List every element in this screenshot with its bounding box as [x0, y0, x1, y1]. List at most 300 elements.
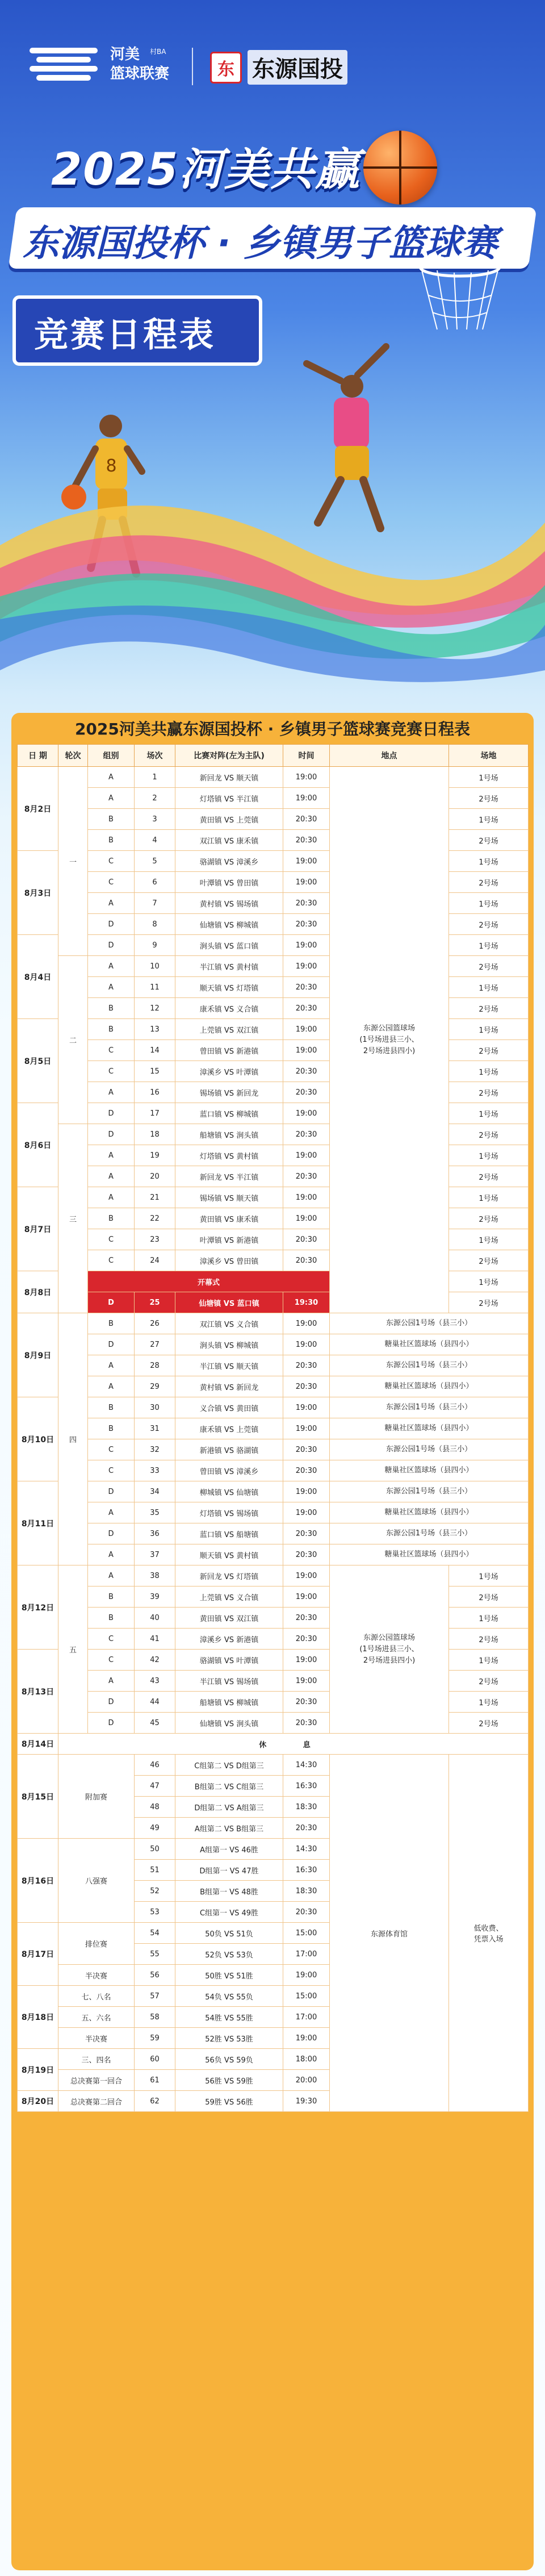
matchup-cell: 仙塘镇 VS 柳城镇: [175, 914, 283, 935]
col-matchup: 比赛对阵(左为主队): [175, 745, 283, 767]
time-cell: 19:00: [283, 1502, 330, 1523]
match-no-cell: 61: [135, 2070, 175, 2091]
venue-line: (1号场进县三小、: [359, 1035, 419, 1044]
date-cell: 8月16日: [18, 1839, 58, 1923]
group-cell: D: [88, 1692, 135, 1713]
court-cell: 糖巢社区篮球场（县四小）: [330, 1460, 529, 1481]
stage-cell: 五、六名: [58, 2007, 135, 2028]
group-cell: A: [88, 1187, 135, 1208]
time-cell: 20:30: [283, 1229, 330, 1250]
court-cell: 1号场: [449, 1608, 529, 1629]
group-cell: B: [88, 1586, 135, 1608]
court-cell: 1号场: [449, 1103, 529, 1124]
col-round: 轮次: [58, 745, 88, 767]
matchup-cell: 灯塔镇 VS 黄村镇: [175, 1145, 283, 1166]
time-cell: 20:30: [283, 977, 330, 998]
date-cell: 8月6日: [18, 1103, 58, 1187]
league-logo-icon: [30, 44, 103, 84]
time-cell: 15:00: [283, 1923, 330, 1944]
match-no-cell: 38: [135, 1565, 175, 1586]
matchup-cell: 船塘镇 VS 柳城镇: [175, 1692, 283, 1713]
table-row: [18, 1145, 529, 1166]
court-cell: 糖巢社区篮球场（县四小）: [330, 1418, 529, 1439]
match-no-cell: 57: [135, 1986, 175, 2007]
matchup-cell: 新港镇 VS 骆湖镇: [175, 1439, 283, 1460]
time-cell: 20:00: [283, 2070, 330, 2091]
matchup-cell: D组第二 VS A组第三: [175, 1797, 283, 1818]
group-cell: B: [88, 1019, 135, 1040]
time-cell: 19:00: [283, 1565, 330, 1586]
court-cell: 1号场: [449, 1565, 529, 1586]
matchup-cell: C组第二 VS D组第三: [175, 1755, 283, 1776]
date-cell: 8月2日: [18, 767, 58, 851]
group-cell: C: [88, 1439, 135, 1460]
venue-line: 东源公园篮球场: [363, 1024, 415, 1033]
court-cell: 糖巢社区篮球场（县四小）: [330, 1502, 529, 1523]
time-cell: 20:30: [283, 1629, 330, 1650]
time-cell: 20:30: [283, 1355, 330, 1376]
time-cell: 19:00: [283, 872, 330, 893]
match-no-cell: 5: [135, 851, 175, 872]
ticket-note-cell: [449, 1755, 529, 2112]
court-cell: 东源公园1号场（县三小）: [330, 1439, 529, 1460]
time-cell: 20:30: [283, 1166, 330, 1187]
match-no-cell: 41: [135, 1629, 175, 1650]
group-cell: C: [88, 1040, 135, 1061]
rest-day-row: [18, 1734, 529, 1755]
matchup-cell: 叶潭镇 VS 新港镇: [175, 1229, 283, 1250]
matchup-cell: 涧头镇 VS 蓝口镇: [175, 935, 283, 956]
time-cell: 19:00: [283, 851, 330, 872]
league-logo-small: 村BA: [150, 48, 166, 56]
col-group: 组别: [88, 745, 135, 767]
table-row: [18, 914, 529, 935]
col-match-no: 场次: [135, 745, 175, 767]
match-no-cell: 39: [135, 1586, 175, 1608]
group-cell: A: [88, 1502, 135, 1523]
court-cell: 糖巢社区篮球场（县四小）: [330, 1334, 529, 1355]
time-cell: 17:00: [283, 1944, 330, 1965]
time-cell: 19:00: [283, 1187, 330, 1208]
time-cell: 19:00: [283, 1334, 330, 1355]
group-cell: B: [88, 998, 135, 1019]
matchup-cell: 蓝口镇 VS 柳城镇: [175, 1103, 283, 1124]
match-no-cell: 4: [135, 830, 175, 851]
court-cell: 糖巢社区篮球场（县四小）: [330, 1376, 529, 1397]
group-cell: C: [88, 1229, 135, 1250]
table-row: [18, 1629, 529, 1650]
matchup-cell: 顺天镇 VS 黄村镇: [175, 1544, 283, 1565]
court-cell: 2号场: [449, 872, 529, 893]
group-cell: A: [88, 956, 135, 977]
time-cell: 19:00: [283, 2028, 330, 2049]
group-cell: A: [88, 1376, 135, 1397]
group-cell: D: [88, 1334, 135, 1355]
matchup-cell: 52胜 VS 53胜: [175, 2028, 283, 2049]
table-row: [18, 1334, 529, 1355]
round-cell: 一: [58, 767, 88, 956]
matchup-cell: 仙塘镇 VS 蓝口镇: [175, 1292, 283, 1313]
match-no-cell: 12: [135, 998, 175, 1019]
matchup-cell: 曾田镇 VS 新港镇: [175, 1040, 283, 1061]
matchup-cell: 黄田镇 VS 康禾镇: [175, 1208, 283, 1229]
table-row: [18, 1019, 529, 1040]
table-row: [18, 1082, 529, 1103]
match-no-cell: 9: [135, 935, 175, 956]
time-cell: 16:30: [283, 1860, 330, 1881]
playoff-row: [18, 1755, 529, 1776]
opening-ceremony-label: 开幕式: [88, 1271, 330, 1292]
match-no-cell: 33: [135, 1460, 175, 1481]
group-cell: A: [88, 788, 135, 809]
time-cell: 19:00: [283, 767, 330, 788]
match-no-cell: 29: [135, 1376, 175, 1397]
group-cell: D: [88, 914, 135, 935]
court-cell: 1号场: [449, 1061, 529, 1082]
matchup-cell: C组第一 VS 49胜: [175, 1902, 283, 1923]
matchup-cell: 灯塔镇 VS 半江镇: [175, 788, 283, 809]
match-no-cell: 2: [135, 788, 175, 809]
matchup-cell: 黄田镇 VS 双江镇: [175, 1608, 283, 1629]
match-no-cell: 48: [135, 1797, 175, 1818]
matchup-cell: B组第二 VS C组第三: [175, 1776, 283, 1797]
group-cell: D: [88, 1292, 135, 1313]
time-cell: 18:30: [283, 1797, 330, 1818]
sponsor-name: 东源国投: [248, 50, 347, 85]
table-row: [18, 998, 529, 1019]
time-cell: 16:30: [283, 1776, 330, 1797]
match-no-cell: 42: [135, 1650, 175, 1671]
group-cell: A: [88, 1355, 135, 1376]
round-cell: 四: [58, 1313, 88, 1565]
col-court: 场地: [449, 745, 529, 767]
court-cell: 东源公园1号场（县三小）: [330, 1481, 529, 1502]
table-row: [18, 1713, 529, 1734]
court-cell: 1号场: [449, 851, 529, 872]
match-no-cell: 19: [135, 1145, 175, 1166]
match-no-cell: 55: [135, 1944, 175, 1965]
court-cell: 2号场: [449, 1040, 529, 1061]
match-no-cell: 36: [135, 1523, 175, 1544]
time-cell: 20:30: [283, 1818, 330, 1839]
group-cell: C: [88, 1061, 135, 1082]
court-cell: 东源公园1号场（县三小）: [330, 1523, 529, 1544]
date-cell: 8月12日: [18, 1565, 58, 1650]
time-cell: 15:00: [283, 1986, 330, 2007]
ticket-note-line: 凭票入场: [473, 1935, 504, 1944]
table-row: [18, 1229, 529, 1250]
table-row: [18, 1565, 529, 1586]
stage-cell: 总决赛第一回合: [58, 2070, 135, 2091]
group-cell: B: [88, 1313, 135, 1334]
time-cell: 18:00: [283, 2049, 330, 2070]
court-cell: 1号场: [449, 1145, 529, 1166]
court-cell: 2号场: [449, 914, 529, 935]
date-cell: 8月3日: [18, 851, 58, 935]
match-no-cell: 52: [135, 1881, 175, 1902]
table-header-row: [18, 745, 529, 767]
matchup-cell: 50胜 VS 51胜: [175, 1965, 283, 1986]
time-cell: 20:30: [283, 1082, 330, 1103]
match-no-cell: 50: [135, 1839, 175, 1860]
time-cell: 14:30: [283, 1755, 330, 1776]
time-cell: 20:30: [283, 1713, 330, 1734]
table-row: [18, 1418, 529, 1439]
group-cell: C: [88, 1629, 135, 1650]
table-row: [18, 977, 529, 998]
schedule-table-body: [18, 767, 529, 2112]
matchup-cell: A组第二 VS B组第三: [175, 1818, 283, 1839]
match-no-cell: 11: [135, 977, 175, 998]
table-row: [18, 809, 529, 830]
time-cell: 20:30: [283, 1902, 330, 1923]
time-cell: 19:00: [283, 1671, 330, 1692]
table-row: [18, 1313, 529, 1334]
league-logo-line2: 篮球联赛: [110, 65, 170, 82]
matchup-cell: 50负 VS 51负: [175, 1923, 283, 1944]
date-cell: 8月9日: [18, 1313, 58, 1397]
court-cell: 2号场: [449, 1166, 529, 1187]
time-cell: 19:00: [283, 956, 330, 977]
title-line2: 东源国投杯 · 乡镇男子篮球赛: [23, 223, 498, 265]
table-row: [18, 1671, 529, 1692]
table-row: [18, 872, 529, 893]
matchup-cell: 新回龙 VS 灯塔镇: [175, 1565, 283, 1586]
time-cell: 20:30: [283, 1692, 330, 1713]
schedule-table: [17, 744, 528, 2112]
matchup-cell: 59胜 VS 56胜: [175, 2091, 283, 2112]
court-cell: 2号场: [449, 1671, 529, 1692]
stage-cell: 半决赛: [58, 2028, 135, 2049]
title-line1: 2025河美共赢: [51, 144, 361, 195]
match-no-cell: 43: [135, 1671, 175, 1692]
col-date: 日 期: [18, 745, 58, 767]
matchup-cell: 双江镇 VS 义合镇: [175, 1313, 283, 1334]
group-cell: D: [88, 935, 135, 956]
matchup-cell: 骆湖镇 VS 叶潭镇: [175, 1650, 283, 1671]
group-cell: D: [88, 1523, 135, 1544]
table-row: [18, 1650, 529, 1671]
court-cell: 1号场: [449, 1187, 529, 1208]
court-cell: 2号场: [449, 1208, 529, 1229]
matchup-cell: 康禾镇 VS 上莞镇: [175, 1418, 283, 1439]
match-no-cell: 44: [135, 1692, 175, 1713]
time-cell: 19:00: [283, 1418, 330, 1439]
venue-line: 2号场进县四小): [363, 1046, 416, 1055]
group-cell: C: [88, 1650, 135, 1671]
time-cell: 14:30: [283, 1839, 330, 1860]
group-cell: B: [88, 809, 135, 830]
table-row: [18, 1103, 529, 1124]
match-no-cell: 26: [135, 1313, 175, 1334]
matchup-cell: 骆湖镇 VS 漳溪乡: [175, 851, 283, 872]
decorative-swoosh: [0, 454, 545, 693]
matchup-cell: 双江镇 VS 康禾镇: [175, 830, 283, 851]
time-cell: 20:30: [283, 1250, 330, 1271]
match-no-cell: 59: [135, 2028, 175, 2049]
matchup-cell: 54负 VS 55负: [175, 1986, 283, 2007]
table-row: [18, 1208, 529, 1229]
group-cell: D: [88, 1103, 135, 1124]
matchup-cell: 船塘镇 VS 涧头镇: [175, 1124, 283, 1145]
date-cell: 8月19日: [18, 2049, 58, 2091]
group-cell: A: [88, 1166, 135, 1187]
group-cell: A: [88, 767, 135, 788]
court-cell: 1号场: [449, 977, 529, 998]
match-no-cell: 46: [135, 1755, 175, 1776]
court-cell: 1号场: [449, 809, 529, 830]
table-row: [18, 1124, 529, 1145]
table-row: [18, 1481, 529, 1502]
court-cell: 东源公园1号场（县三小）: [330, 1397, 529, 1418]
court-cell: 2号场: [449, 1713, 529, 1734]
table-row: [18, 1397, 529, 1418]
opening-ceremony-row: [18, 1271, 529, 1292]
match-no-cell: 53: [135, 1902, 175, 1923]
matchup-cell: 顺天镇 VS 灯塔镇: [175, 977, 283, 998]
match-no-cell: 21: [135, 1187, 175, 1208]
court-cell: 1号场: [449, 1019, 529, 1040]
group-cell: A: [88, 1145, 135, 1166]
court-cell: 2号场: [449, 956, 529, 977]
stage-cell: 排位赛: [58, 1923, 135, 1965]
schedule-table-title: 2025河美共赢东源国投杯 · 乡镇男子篮球赛竞赛日程表: [74, 720, 471, 738]
match-no-cell: 56: [135, 1965, 175, 1986]
schedule-badge: 竞赛日程表: [34, 315, 216, 355]
court-cell: 1号场: [449, 1271, 529, 1292]
group-cell: B: [88, 830, 135, 851]
group-cell: B: [88, 1397, 135, 1418]
table-row: [18, 830, 529, 851]
time-cell: 19:00: [283, 1103, 330, 1124]
time-cell: 18:30: [283, 1881, 330, 1902]
matchup-cell: A组第一 VS 46胜: [175, 1839, 283, 1860]
table-row: [18, 1586, 529, 1608]
group-cell: A: [88, 1565, 135, 1586]
court-cell: 2号场: [449, 830, 529, 851]
court-cell: 1号场: [449, 1650, 529, 1671]
court-cell: 东源公园1号场（县三小）: [330, 1313, 529, 1334]
league-logo: [30, 44, 169, 84]
match-no-cell: 15: [135, 1061, 175, 1082]
time-cell: 20:30: [283, 830, 330, 851]
stage-cell: 半决赛: [58, 1965, 135, 1986]
matchup-cell: 灯塔镇 VS 锡场镇: [175, 1502, 283, 1523]
playoff-venue-cell: 东源体育馆: [330, 1755, 449, 2112]
matchup-cell: 义合镇 VS 黄田镇: [175, 1397, 283, 1418]
time-cell: 19:00: [283, 935, 330, 956]
time-cell: 17:00: [283, 2007, 330, 2028]
match-no-cell: 18: [135, 1124, 175, 1145]
matchup-cell: 康禾镇 VS 义合镇: [175, 998, 283, 1019]
venue-line: (1号场进县三小、: [359, 1644, 419, 1654]
match-no-cell: 14: [135, 1040, 175, 1061]
sponsor-logo: [210, 50, 347, 85]
matchup-cell: 锡场镇 VS 新回龙: [175, 1082, 283, 1103]
time-cell: 19:30: [283, 2091, 330, 2112]
table-row: [18, 893, 529, 914]
time-cell: 20:30: [283, 1439, 330, 1460]
matchup-cell: 漳溪乡 VS 新港镇: [175, 1629, 283, 1650]
table-row: [18, 1166, 529, 1187]
court-cell: 1号场: [449, 893, 529, 914]
group-cell: A: [88, 1544, 135, 1565]
time-cell: 19:00: [283, 1965, 330, 1986]
sponsor-seal-icon: 东: [210, 52, 242, 83]
table-row: [18, 1439, 529, 1460]
logo-divider: [192, 48, 193, 85]
match-no-cell: 60: [135, 2049, 175, 2070]
date-cell: 8月14日: [18, 1734, 58, 1755]
court-cell: 2号场: [449, 1124, 529, 1145]
match-no-cell: 49: [135, 1818, 175, 1839]
date-cell: 8月13日: [18, 1650, 58, 1734]
match-no-cell: 58: [135, 2007, 175, 2028]
court-cell: 2号场: [449, 1250, 529, 1271]
group-cell: C: [88, 1250, 135, 1271]
matchup-cell: D组第一 VS 47胜: [175, 1860, 283, 1881]
match-no-cell: 54: [135, 1923, 175, 1944]
court-cell: 1号场: [449, 767, 529, 788]
court-cell: 2号场: [449, 1292, 529, 1313]
table-row: [18, 1608, 529, 1629]
matchup-cell: 涧头镇 VS 柳城镇: [175, 1334, 283, 1355]
venue-line: 东源公园篮球场: [363, 1633, 415, 1642]
table-row: [18, 935, 529, 956]
match-no-cell: 8: [135, 914, 175, 935]
time-cell: 20:30: [283, 1061, 330, 1082]
time-cell: 20:30: [283, 1523, 330, 1544]
col-location: 地点: [330, 745, 449, 767]
table-row: [18, 851, 529, 872]
match-no-cell: 51: [135, 1860, 175, 1881]
table-row: [18, 1692, 529, 1713]
matchup-cell: 56负 VS 59负: [175, 2049, 283, 2070]
group-cell: D: [88, 1481, 135, 1502]
table-row: [18, 956, 529, 977]
table-row: [18, 1502, 529, 1523]
time-cell: 19:00: [283, 1650, 330, 1671]
court-cell: 1号场: [449, 1692, 529, 1713]
match-no-cell: 45: [135, 1713, 175, 1734]
matchup-cell: 黄村镇 VS 锡场镇: [175, 893, 283, 914]
matchup-cell: 上莞镇 VS 义合镇: [175, 1586, 283, 1608]
match-no-cell: 17: [135, 1103, 175, 1124]
table-row: [18, 1187, 529, 1208]
table-row: [18, 1292, 529, 1313]
date-cell: 8月8日: [18, 1271, 58, 1313]
group-cell: A: [88, 1082, 135, 1103]
stage-cell: 总决赛第二回合: [58, 2091, 135, 2112]
court-cell: 东源公园1号场（县三小）: [330, 1355, 529, 1376]
match-no-cell: 16: [135, 1082, 175, 1103]
court-cell: 2号场: [449, 1586, 529, 1608]
table-row: [18, 1523, 529, 1544]
stage-cell: 附加赛: [58, 1755, 135, 1839]
match-no-cell: 10: [135, 956, 175, 977]
table-row: [18, 1061, 529, 1082]
group-cell: A: [88, 977, 135, 998]
date-cell: 8月10日: [18, 1397, 58, 1481]
match-no-cell: 34: [135, 1481, 175, 1502]
group-cell: C: [88, 851, 135, 872]
table-row: [18, 1355, 529, 1376]
group-cell: B: [88, 1418, 135, 1439]
venue-line: 2号场进县四小): [363, 1656, 416, 1665]
court-cell: 2号场: [449, 1082, 529, 1103]
match-no-cell: 24: [135, 1250, 175, 1271]
matchup-cell: 52负 VS 53负: [175, 1944, 283, 1965]
